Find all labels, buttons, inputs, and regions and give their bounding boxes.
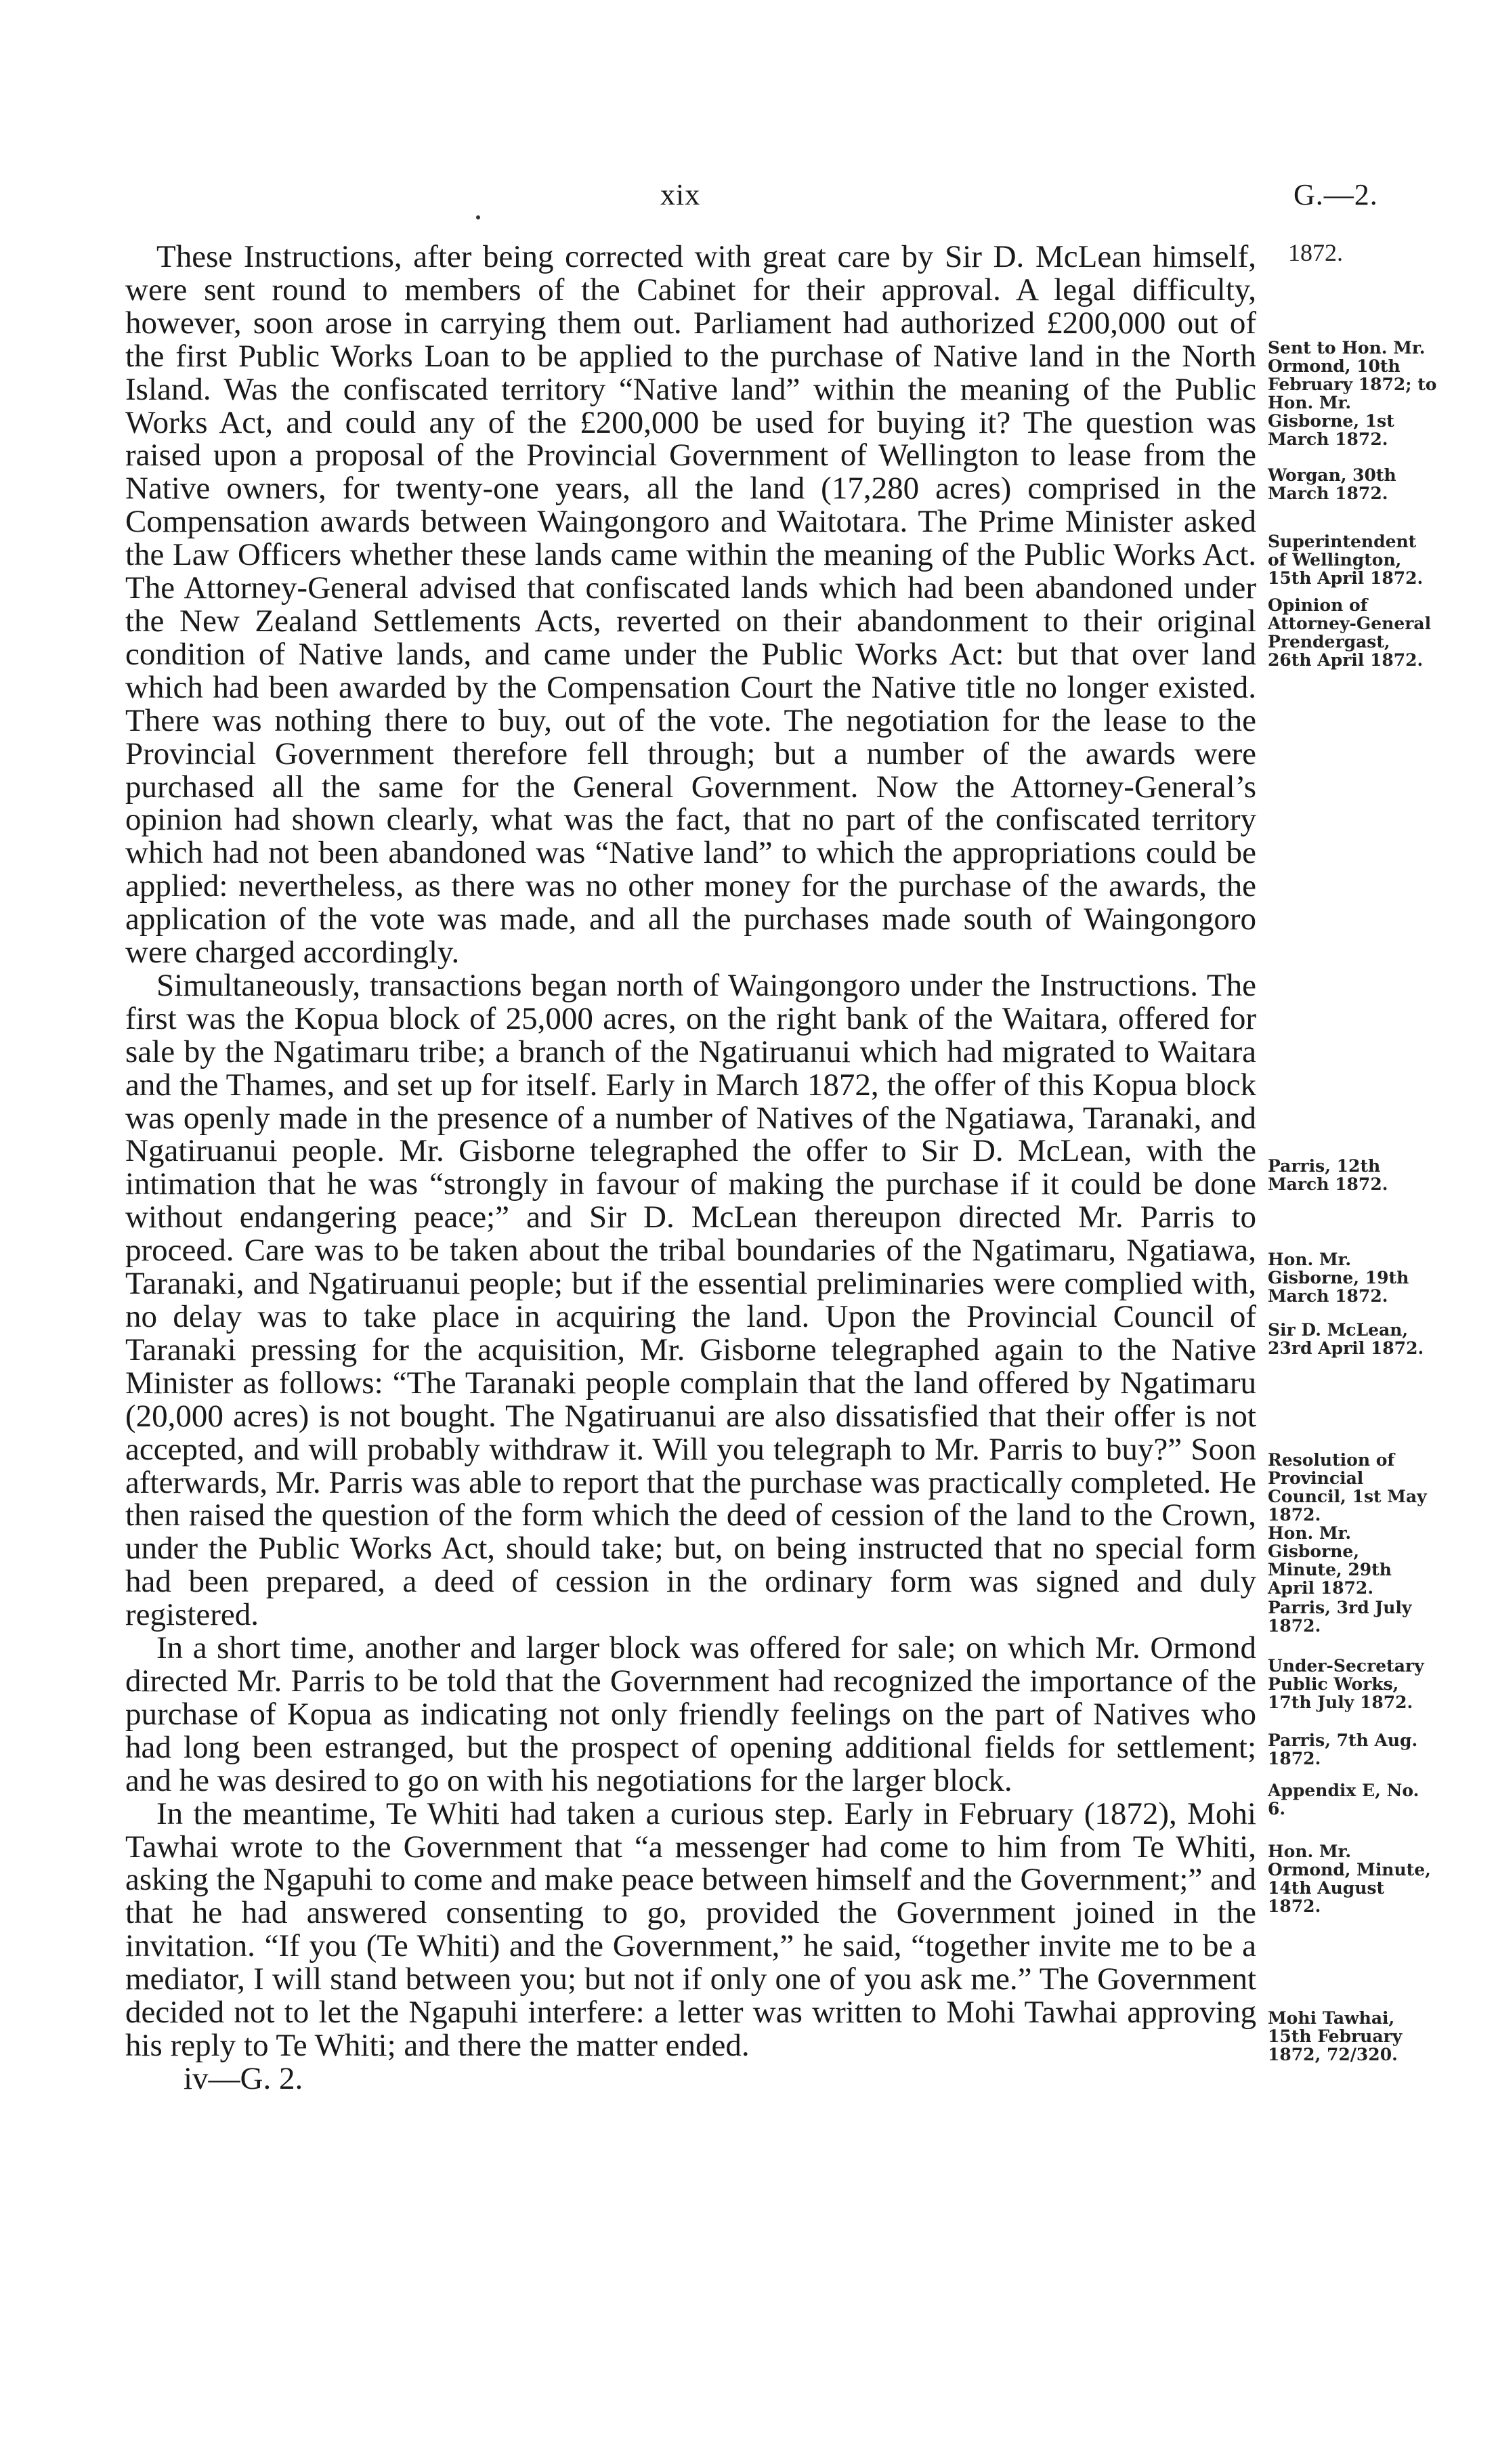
document-reference: G.—2. — [1294, 178, 1378, 211]
margin-note: Parris, 7th Aug. 1872. — [1268, 1730, 1418, 1768]
margin-note: Hon. Mr. Gisborne, 19th March 1872. — [1268, 1250, 1409, 1306]
paragraph-3: In a short time, another and larger block was offered for sale; on which Mr. Ormond directed Mr. Parris to be told that the Government had recognized the importance of the purchase of Kopua as indicating not only friendly feelings on the part of Natives who had long been estranged, but the prospect of opening additional fields for settlement; and he was desired to go on with his negotiations for the larger block. — [125, 1630, 1256, 1798]
margin-note: Parris, 3rd July 1872. — [1268, 1598, 1412, 1636]
paragraph-2: Simultaneously, transactions began north of Waingongoro under the Instructions. The first was the Kopua block of 25,000 acres, on the right bank of the Waitara, offered for sale by the Ngatimaru tribe; a branch of the Ngatiruanui which had migrated to Waitara and the Thames, and set up for itself. Early in March 1872, the offer of this Kopua block was openly made in the presence of a number of Natives of the Ngatiawa, Taranaki, and Ngatiruanui people. Mr. Gisborne telegraphed the offer to Sir D. McLean, with the intimation that he was “strongly in favour of making the purchase if it could be done without endangering peace;” and Sir D. McLean thereupon directed Mr. Parris to proceed. Care was to be taken about the tribal boundaries of the Ngatimaru, Ngatiawa, Taranaki, and Ngatiruanui people; but if the essential preliminaries were complied with, no delay was to take place in acquiring the land. Upon the Provincial Council of Taranaki pressing for the acquisition, Mr. Gisborne telegraphed again to the Native Minister as follows: “The Taranaki people complain that the land offered by Ngatimaru (20,000 acres) is not bought. The Ngatiruanui are also dissatisfied that their offer is not accepted, and will probably withdraw it. Will you telegraph to Mr. Parris to buy?” Soon afterwards, Mr. Parris was able to report that the purchase was practically completed. He then raised the question of the form which the deed of cession of the land to the Crown, under the Public Works Act, should take; but, on being instructed that no special form had been prepared, a deed of cession in the ordinary form was signed and duly registered. — [125, 967, 1256, 1633]
paragraph-1: These Instructions, after being corrected with great care by Sir D. McLean himself, were sent round to members of the Cabinet for their approval. A legal difficulty, however, soon arose in carrying them out. Parliament had authorized £200,000 out of the first Public Works Loan to be applied to the purchase of Native land in the North Island. Was the confiscated territory “Native land” within the meaning of the Public Works Act, and could any of the £200,000 be used for buying it? The question was raised upon a proposal of the Provincial Government of Wellington to lease from the Native owners, for twenty-one years, all the land (17,280 acres) comprised in the Compensation awards between Waingongoro and Waitotara. The Prime Minister asked the Law Officers whether these lands came within the meaning of the Public Works Act. The Attorney-General advised that confiscated lands which had been abandoned under the New Zealand Settlements Acts, reverted on their abandonment to their original condition of Native lands, and came under the Public Works Act: but that over land which had been awarded by the Compensation Court the Native title no longer existed. There was nothing there to buy, out of the vote. The negotiation for the lease to the Provincial Government therefore fell through; but a number of the awards were purchased all the same for the General Government. Now the Attorney-General’s opinion had shown clearly, what was the fact, that no part of the confiscated territory which had not been abandoned was “Native land” to which the appropriations could be applied: nevertheless, as there was no other money for the purchase of the awards, the application of the vote was made, and all the purchases made south of Waingongoro were charged accordingly. — [125, 239, 1256, 971]
paragraph-4: In the meantime, Te Whiti had taken a curious step. Early in February (1872), Mohi Tawhai wrote to the Government that “a messenger had come to him from Te Whiti, asking the Ngapuhi to come and make peace between himself and the Government;” and that he had answered consenting to go, provided the Government joined in the invitation. “If you (Te Whiti) and the Government,” he said, “together invite me to be a mediator, I will stand between you; but not if only one of you ask me.” The Government decided not to let the Ngapuhi interfere: a letter was written to Mohi Tawhai approving his reply to Te Whiti; and there the matter ended. — [125, 1796, 1256, 2063]
margin-note: Opinion of Attorney-General Prendergast, 26th April 1872. — [1268, 595, 1432, 670]
margin-note: Hon. Mr. Ormond, Minute, 14th August 1872. — [1268, 1842, 1431, 1916]
margin-note-year: 1872. — [1288, 239, 1343, 266]
margin-note: Appendix E, No. 6. — [1268, 1781, 1419, 1819]
margin-note: Mohi Tawhai, 15th February 1872, 72/320. — [1268, 2008, 1403, 2064]
signature-mark: iv—G. 2. — [184, 2060, 303, 2096]
margin-note: Worgan, 30th March 1872. — [1268, 465, 1396, 503]
margin-note: Sent to Hon. Mr. Ormond, 10th February 1872; to Hon. Mr. Gisborne, 1st March 1872. — [1268, 338, 1437, 449]
margin-note: Under-Secretary Public Works, 17th July 1872. — [1268, 1656, 1424, 1712]
margin-note: Sir D. McLean, 23rd April 1872. — [1268, 1320, 1424, 1358]
margin-note: Superintendent of Wellington, 15th April 1872. — [1268, 532, 1424, 588]
main-text — [125, 240, 1256, 2096]
margin-note: Parris, 12th March 1872. — [1268, 1156, 1388, 1194]
margin-notes — [1268, 0, 1444, 2464]
page-numeral: xix — [660, 178, 701, 211]
margin-note: Resolution of Provincial Council, 1st May 1872. — [1268, 1450, 1427, 1525]
margin-note: Hon. Mr. Gisborne, Minute, 29th April 1872. — [1268, 1523, 1392, 1598]
ink-dot — [476, 215, 480, 219]
